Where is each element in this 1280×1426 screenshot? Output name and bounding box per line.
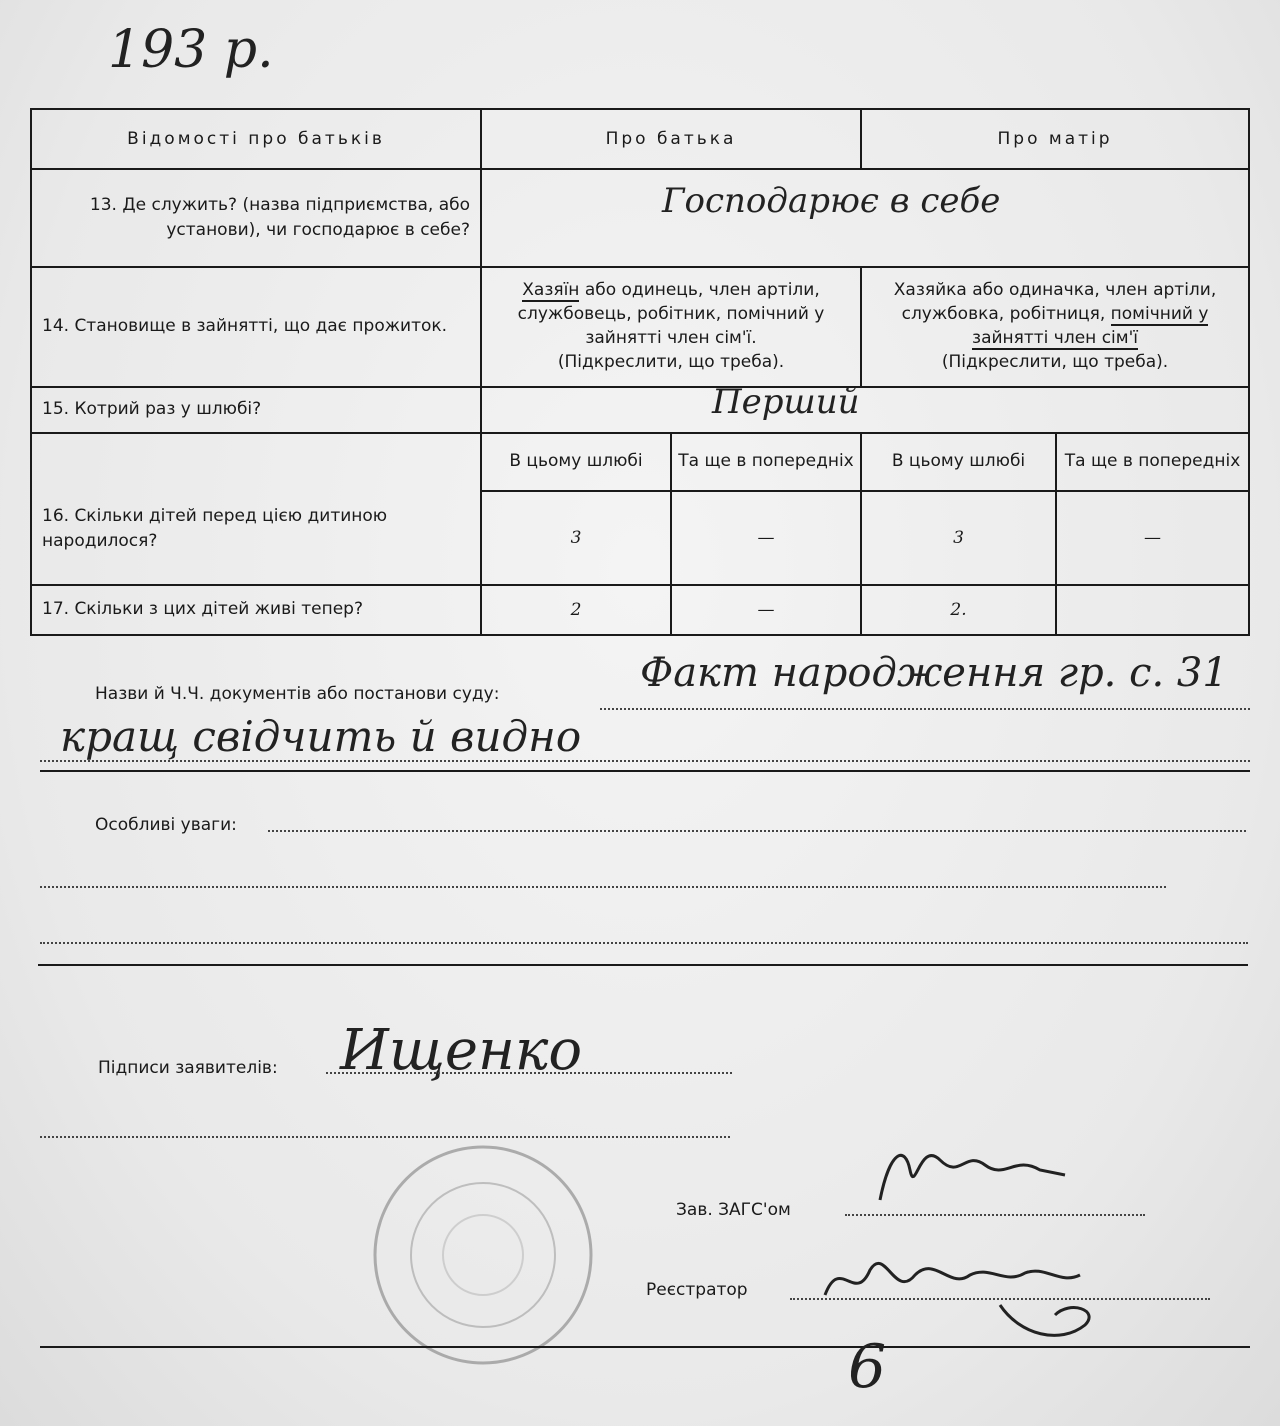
bottom-rule xyxy=(40,1346,1250,1348)
applicants-label: Підписи заявителів: xyxy=(98,1058,278,1078)
children-alive-mother-this: 2. xyxy=(861,585,1056,635)
father-options-hint: (Підкреслити, що треба). xyxy=(557,351,785,372)
applicants-signature: Ищенко xyxy=(340,1018,583,1083)
documents-value-line2: кращ свідчить й видно xyxy=(60,712,582,761)
applicants-line-1 xyxy=(326,1072,732,1074)
question-14: 14. Становище в зайнятті, що дає прожиток. xyxy=(31,267,481,387)
remarks-line-2 xyxy=(40,886,1166,888)
remarks-label: Особливі уваги: xyxy=(95,815,237,835)
mother-marked-option: помічний у зайнятті член сім'ї xyxy=(972,304,1209,348)
remarks-line-1 xyxy=(268,830,1246,832)
children-alive-father-this: 2 xyxy=(481,585,671,635)
question-13: 13. Де служить? (назва підприємства, або установи), чи господарює в себе? xyxy=(31,169,481,267)
remarks-line-3 xyxy=(40,942,1248,944)
documents-rule xyxy=(40,770,1250,772)
answer-15-cell xyxy=(481,382,1249,433)
children-born-father-this: 3 xyxy=(481,491,671,585)
top-handwritten-note: 193 р. xyxy=(108,20,274,80)
header-father: Про батька xyxy=(481,109,861,169)
question-15: 15. Котрий раз у шлюбі? xyxy=(31,387,481,433)
answer-15-value: Перший xyxy=(712,382,860,422)
mother-options-hint: (Підкреслити, що треба). xyxy=(941,351,1169,372)
father-options-text: або одинець, член артіли, службовець, робітник, помічний у зайнятті член сім'ї. xyxy=(517,280,825,348)
applicants-line-2 xyxy=(40,1136,730,1138)
documents-label: Назви й Ч.Ч. документів або постанови суду: xyxy=(95,684,500,704)
answer-13-cell xyxy=(481,169,1249,267)
children-born-mother-this: 3 xyxy=(861,491,1056,585)
remarks-rule xyxy=(38,964,1248,966)
registrar-label: Реєстратор xyxy=(646,1280,748,1300)
subheader-mother-prev: Та ще в попередніх xyxy=(1056,433,1249,491)
question-17: 17. Скільки з цих дітей живі тепер? xyxy=(31,585,481,635)
head-label: Зав. ЗАГС'ом xyxy=(676,1200,791,1220)
subheader-mother-this: В цьому шлюбі xyxy=(861,433,1056,491)
header-mother: Про матір xyxy=(861,109,1249,169)
documents-line-1 xyxy=(600,708,1250,710)
father-marked-option: Хазяїн xyxy=(522,280,580,301)
children-born-mother-prev: — xyxy=(1056,491,1249,585)
subheader-father-this: В цьому шлюбі xyxy=(481,433,671,491)
page-mark: 6 xyxy=(848,1332,887,1402)
mother-occupation-options xyxy=(861,267,1249,387)
documents-value-line1: Факт народження гр. с. 31 xyxy=(640,650,1228,696)
header-parents-info: Відомості про батьків xyxy=(31,109,481,169)
father-occupation-options xyxy=(481,267,861,387)
children-alive-mother-prev xyxy=(1056,585,1249,635)
mother-options-text: Хазяйка або одиначка, член артіли, службовка, робітниця, xyxy=(893,280,1217,325)
children-born-father-prev: — xyxy=(671,491,861,585)
official-stamp xyxy=(368,1140,598,1370)
documents-line-2 xyxy=(40,760,1250,762)
subheader-father-prev: Та ще в попередніх xyxy=(671,433,861,491)
parents-info-table xyxy=(30,108,1250,636)
answer-13-value: Господарює в себе xyxy=(662,181,1001,221)
question-16: 16. Скільки дітей перед цією дитиною народилося? xyxy=(31,433,481,585)
head-signature xyxy=(850,1130,1080,1220)
children-alive-father-prev: — xyxy=(671,585,861,635)
